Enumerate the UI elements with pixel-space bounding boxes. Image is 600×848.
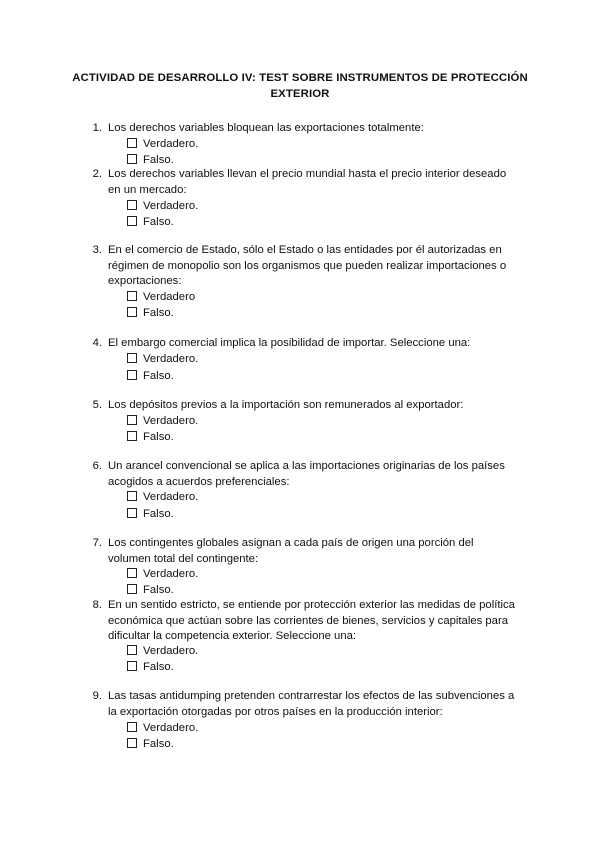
question-text: Un arancel convencional se aplica a las importaciones originarias de los países acogidos a acuerdos preferenciales:: [108, 460, 505, 488]
checkbox-icon[interactable]: [127, 584, 137, 594]
option-verdadero[interactable]: [127, 413, 198, 429]
checkbox-icon[interactable]: [127, 508, 137, 518]
question-number: 5.: [92, 399, 102, 411]
checkbox-icon[interactable]: [127, 353, 137, 363]
option-label: Verdadero.: [143, 353, 199, 365]
option-label: Falso.: [143, 216, 174, 228]
option-label: Falso.: [143, 154, 174, 166]
option-label: Falso.: [143, 584, 174, 596]
option-falso[interactable]: [127, 368, 174, 384]
option-falso[interactable]: [127, 659, 174, 675]
option-falso[interactable]: [127, 506, 174, 522]
checkbox-icon[interactable]: [127, 415, 137, 425]
option-label: Verdadero.: [143, 415, 199, 427]
checkbox-icon[interactable]: [127, 661, 137, 671]
option-falso[interactable]: [127, 429, 174, 445]
question-number: 3.: [92, 244, 102, 256]
option-verdadero[interactable]: [127, 351, 198, 367]
option-label: Falso.: [143, 431, 174, 443]
option-verdadero[interactable]: [127, 489, 198, 505]
question-text: El embargo comercial implica la posibilidad de importar. Seleccione una:: [108, 337, 471, 349]
option-falso[interactable]: [127, 736, 174, 752]
option-verdadero[interactable]: [127, 198, 198, 214]
option-label: Falso.: [143, 738, 174, 750]
checkbox-icon[interactable]: [127, 216, 137, 226]
option-label: Verdadero: [143, 291, 196, 303]
option-verdadero[interactable]: [127, 643, 198, 659]
option-falso[interactable]: [127, 152, 174, 168]
question-number: 8.: [92, 599, 102, 611]
checkbox-icon[interactable]: [127, 431, 137, 441]
option-falso[interactable]: [127, 214, 174, 230]
checkbox-icon[interactable]: [127, 138, 137, 148]
question-text: En un sentido estricto, se entiende por protección exterior las medidas de política económica que actúan sobre las corrientes de bienes, servicios y capitales para dificultar la competencia exterior. Seleccione una:: [108, 599, 515, 643]
checkbox-icon[interactable]: [127, 370, 137, 380]
option-label: Falso.: [143, 508, 174, 520]
option-label: Verdadero.: [143, 722, 199, 734]
question-text: Los contingentes globales asignan a cada país de origen una porción del volumen total del contingente:: [108, 537, 474, 565]
question-text: Los derechos variables bloquean las exportaciones totalmente:: [108, 122, 424, 134]
checkbox-icon[interactable]: [127, 722, 137, 732]
question-number: 1.: [92, 122, 102, 134]
option-label: Falso.: [143, 307, 174, 319]
option-label: Falso.: [143, 661, 174, 673]
question-number: 6.: [92, 460, 102, 472]
question-number: 9.: [92, 690, 102, 702]
question-number: 7.: [92, 537, 102, 549]
checkbox-icon[interactable]: [127, 645, 137, 655]
option-falso[interactable]: [127, 582, 174, 598]
question-number: 4.: [92, 337, 102, 349]
checkbox-icon[interactable]: [127, 491, 137, 501]
option-falso[interactable]: [127, 305, 174, 321]
checkbox-icon[interactable]: [127, 154, 137, 164]
question-text: Las tasas antidumping pretenden contrarrestar los efectos de las subvenciones a la exportación otorgadas por otros países en la producción interior:: [108, 690, 515, 718]
checkbox-icon[interactable]: [127, 307, 137, 317]
option-verdadero[interactable]: [127, 136, 198, 152]
checkbox-icon[interactable]: [127, 738, 137, 748]
option-verdadero[interactable]: [127, 566, 198, 582]
page-title: ACTIVIDAD DE DESARROLLO IV: TEST SOBRE INSTRUMENTOS DE PROTECCIÓN EXTERIOR: [72, 72, 528, 100]
option-label: Falso.: [143, 370, 174, 382]
option-label: Verdadero.: [143, 645, 199, 657]
checkbox-icon[interactable]: [127, 568, 137, 578]
question-text: En el comercio de Estado, sólo el Estado o las entidades por él autorizadas en régimen de monopolio son los organismos que pueden realizar importaciones o exportaciones:: [108, 244, 507, 288]
option-label: Verdadero.: [143, 491, 199, 503]
checkbox-icon[interactable]: [127, 291, 137, 301]
option-verdadero[interactable]: [127, 720, 198, 736]
option-label: Verdadero.: [143, 568, 199, 580]
question-number: 2.: [92, 168, 102, 180]
option-label: Verdadero.: [143, 138, 199, 150]
question-text: Los derechos variables llevan el precio mundial hasta el precio interior deseado en un mercado:: [108, 168, 507, 196]
question-text: Los depósitos previos a la importación son remunerados al exportador:: [108, 399, 464, 411]
option-verdadero[interactable]: [127, 289, 195, 305]
option-label: Verdadero.: [143, 200, 199, 212]
checkbox-icon[interactable]: [127, 200, 137, 210]
